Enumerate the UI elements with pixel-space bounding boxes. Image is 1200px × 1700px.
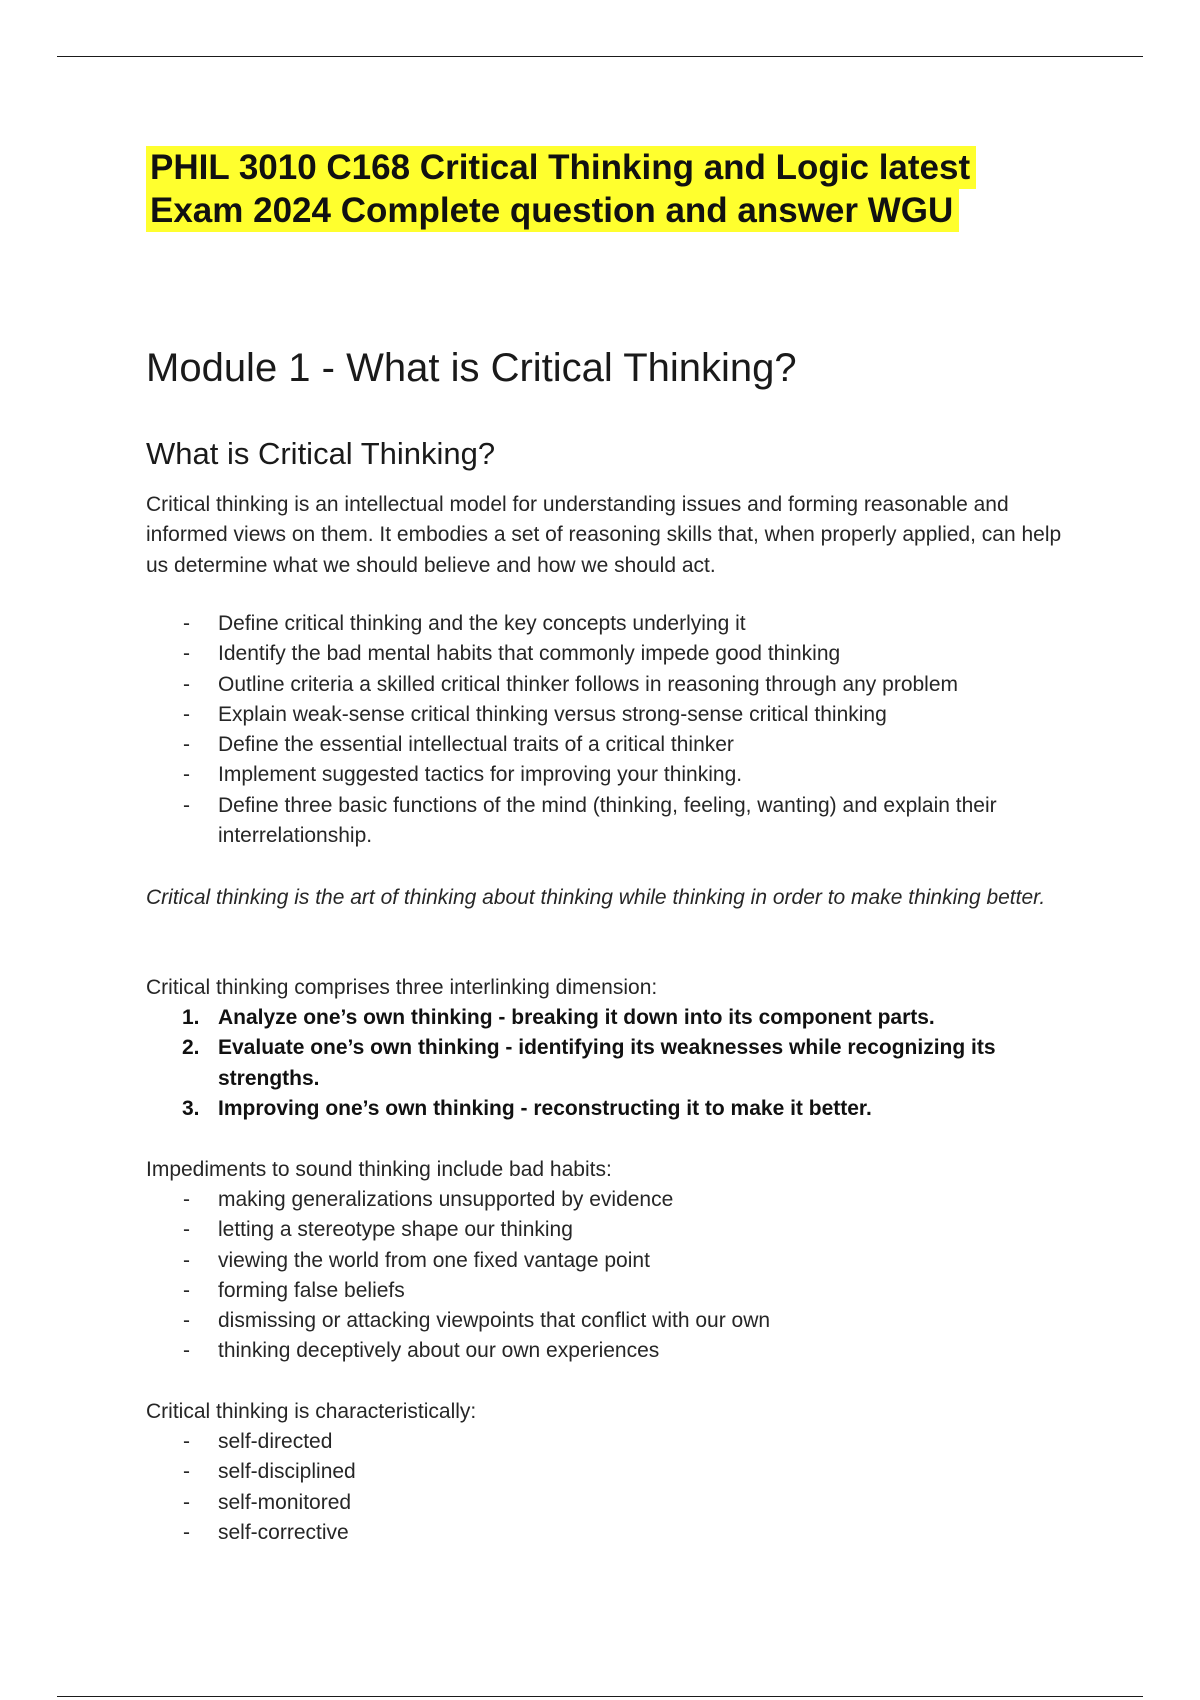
dash-marker: - <box>183 672 190 696</box>
number-marker: 2. <box>182 1036 200 1060</box>
characteristics-lead: Critical thinking is characteristically: <box>146 1400 477 1423</box>
list-item-text: making generalizations unsupported by evidence <box>218 1188 674 1211</box>
list-item-text: Identify the bad mental habits that commonly impede good thinking <box>218 642 841 666</box>
dash-marker: - <box>183 642 190 666</box>
intro-paragraph: Critical thinking is an intellectual model for understanding issues and forming reasonable and informed views on them. It embodies a set of reasoning skills that, when properly applied, can help us determine what we should believe and how we should act. <box>146 493 1062 577</box>
list-item <box>146 700 1076 730</box>
list-item <box>146 1185 1076 1215</box>
section-heading: What is Critical Thinking? <box>146 436 496 471</box>
list-item <box>146 1306 1076 1336</box>
list-item <box>146 1094 1076 1124</box>
list-item-text: self-corrective <box>218 1520 349 1544</box>
definition-quote: Critical thinking is the art of thinking about thinking while thinking in order to make thinking better. <box>146 886 1046 909</box>
list-item <box>146 670 1076 700</box>
dash-marker: - <box>183 612 190 635</box>
dash-marker: - <box>183 1248 190 1272</box>
impediments-list <box>146 1185 1076 1367</box>
dash-marker: - <box>183 1490 190 1514</box>
list-item-text: dismissing or attacking viewpoints that conflict with our own <box>218 1309 771 1333</box>
list-item-text: Evaluate one’s own thinking - identifying its weaknesses while recognizing its strengths. <box>218 1036 996 1090</box>
number-marker: 3. <box>182 1096 200 1120</box>
dimensions-list <box>146 1003 1076 1124</box>
list-item <box>146 1276 1076 1306</box>
dash-marker: - <box>183 1218 190 1242</box>
list-item <box>146 1336 1076 1366</box>
bottom-rule <box>57 1696 1143 1697</box>
impediments-lead: Impediments to sound thinking include bad habits: <box>146 1158 612 1181</box>
list-item-text: Define three basic functions of the mind (thinking, feeling, wanting) and explain their interrelationship. <box>218 793 997 848</box>
list-item-text: self-monitored <box>218 1490 352 1514</box>
list-item-text: Analyze one’s own thinking - breaking it down into its component parts. <box>218 1006 935 1029</box>
top-rule <box>57 56 1143 57</box>
dash-marker: - <box>183 702 190 726</box>
dimensions-lead: Critical thinking comprises three interlinking dimension: <box>146 976 658 999</box>
dash-marker: - <box>183 1339 190 1363</box>
objectives-list <box>146 609 1076 851</box>
list-item <box>146 1033 1076 1094</box>
dash-marker: - <box>183 733 190 757</box>
list-item <box>146 1488 1076 1518</box>
list-item-text: forming false beliefs <box>218 1278 405 1302</box>
list-item <box>146 609 1076 639</box>
document-title <box>146 146 1046 232</box>
list-item-text: Improving one’s own thinking - reconstructing it to make it better. <box>218 1096 872 1120</box>
characteristics-list <box>146 1427 1076 1548</box>
list-item-text: Explain weak-sense critical thinking versus strong-sense critical thinking <box>218 702 887 726</box>
title-highlight: PHIL 3010 C168 Critical Thinking and Logic latest Exam 2024 Complete question and answer WGU <box>146 146 976 232</box>
dash-marker: - <box>183 793 190 817</box>
dash-marker: - <box>183 1309 190 1333</box>
list-item-text: self-directed <box>218 1430 333 1453</box>
list-item-text: viewing the world from one fixed vantage point <box>218 1248 650 1272</box>
list-item <box>146 1427 1076 1457</box>
list-item-text: Define critical thinking and the key concepts underlying it <box>218 612 746 635</box>
list-item-text: self-disciplined <box>218 1460 356 1484</box>
list-item-text: Define the essential intellectual traits of a critical thinker <box>218 733 734 757</box>
module-heading: Module 1 - What is Critical Thinking? <box>146 346 797 390</box>
list-item <box>146 1215 1076 1245</box>
list-item <box>146 1518 1076 1548</box>
list-item <box>146 730 1076 760</box>
list-item-text: letting a stereotype shape our thinking <box>218 1218 573 1242</box>
list-item-text: Implement suggested tactics for improving your thinking. <box>218 763 743 787</box>
list-item <box>146 760 1076 790</box>
list-item <box>146 1457 1076 1487</box>
dash-marker: - <box>183 1278 190 1302</box>
list-item <box>146 791 1076 852</box>
dash-marker: - <box>183 1520 190 1544</box>
dash-marker: - <box>183 1430 190 1453</box>
dash-marker: - <box>183 1460 190 1484</box>
list-item <box>146 1246 1076 1276</box>
list-item-text: thinking deceptively about our own experiences <box>218 1339 660 1363</box>
list-item <box>146 1003 1076 1033</box>
number-marker: 1. <box>182 1006 200 1029</box>
list-item <box>146 639 1076 669</box>
dash-marker: - <box>183 763 190 787</box>
list-item-text: Outline criteria a skilled critical thinker follows in reasoning through any problem <box>218 672 959 696</box>
dash-marker: - <box>183 1188 190 1211</box>
